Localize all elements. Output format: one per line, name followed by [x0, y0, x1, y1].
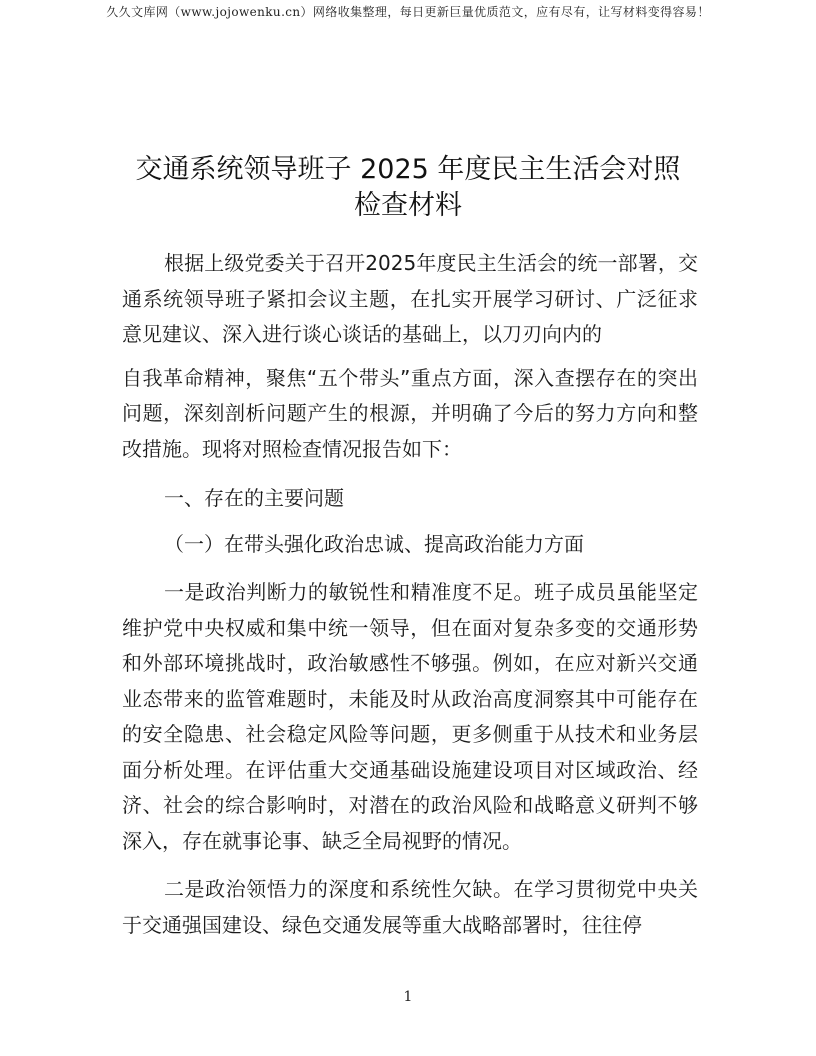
intro-paragraph-continued: 自我革命精神，聚焦“五个带头”重点方面，深入查摆存在的突出问题，深刻剖析问题产生的根源，并明确了今后的努力方向和整改措施。现将对照检查情况报告如下：: [122, 365, 698, 461]
page-number: 1: [403, 989, 413, 1005]
subsection-heading: （一）在带头强化政治忠诚、提高政治能力方面: [164, 531, 584, 556]
intro-paragraph: 根据上级党委关于召开2025年度民主生活会的统一部署，交通系统领导班子紧扣会议主题，在扎实开展学习研讨、广泛征求意见建议、深入进行谈心谈话的基础上，以刀刃向内的: [122, 251, 698, 346]
body-paragraph-1: 一是政治判断力的敏锐性和精准度不足。班子成员虽能坚定维护党中央权威和集中统一领导，但在面对复杂多变的交通形势和外部环境挑战时，政治敏感性不够强。例如，在应对新兴交通业态带来的监管难题时，未能及时从政治高度洞察其中可能存在的安全隐患、社会稳定风险等问题，更多侧重于从技术和业务层面分析处理。在评估重大交通基础设施建设项目对区域政治、经济、社会的综合影响时，对潜在的政治风险和战略意义研判不够深入，存在就事论事、缺乏全局视野的情况。: [122, 580, 698, 853]
document-title: [120, 152, 696, 224]
page-header: 久久文库网（www.jojowenku.cn）网络收集整理，每日更新巨量优质范文，应有尽有，让写材料变得容易！: [106, 5, 710, 19]
body-paragraph-2: 二是政治领悟力的深度和系统性欠缺。在学习贯彻党中央关于交通强国建设、绿色交通发展等重大战略部署时，往往停: [122, 877, 698, 937]
section-heading: 一、存在的主要问题: [164, 486, 344, 510]
title-line-1: 交通系统领导班子 2025 年度民主生活会对照: [135, 154, 681, 185]
title-line-2: 检查材料: [354, 190, 462, 221]
document-body: [122, 246, 698, 943]
